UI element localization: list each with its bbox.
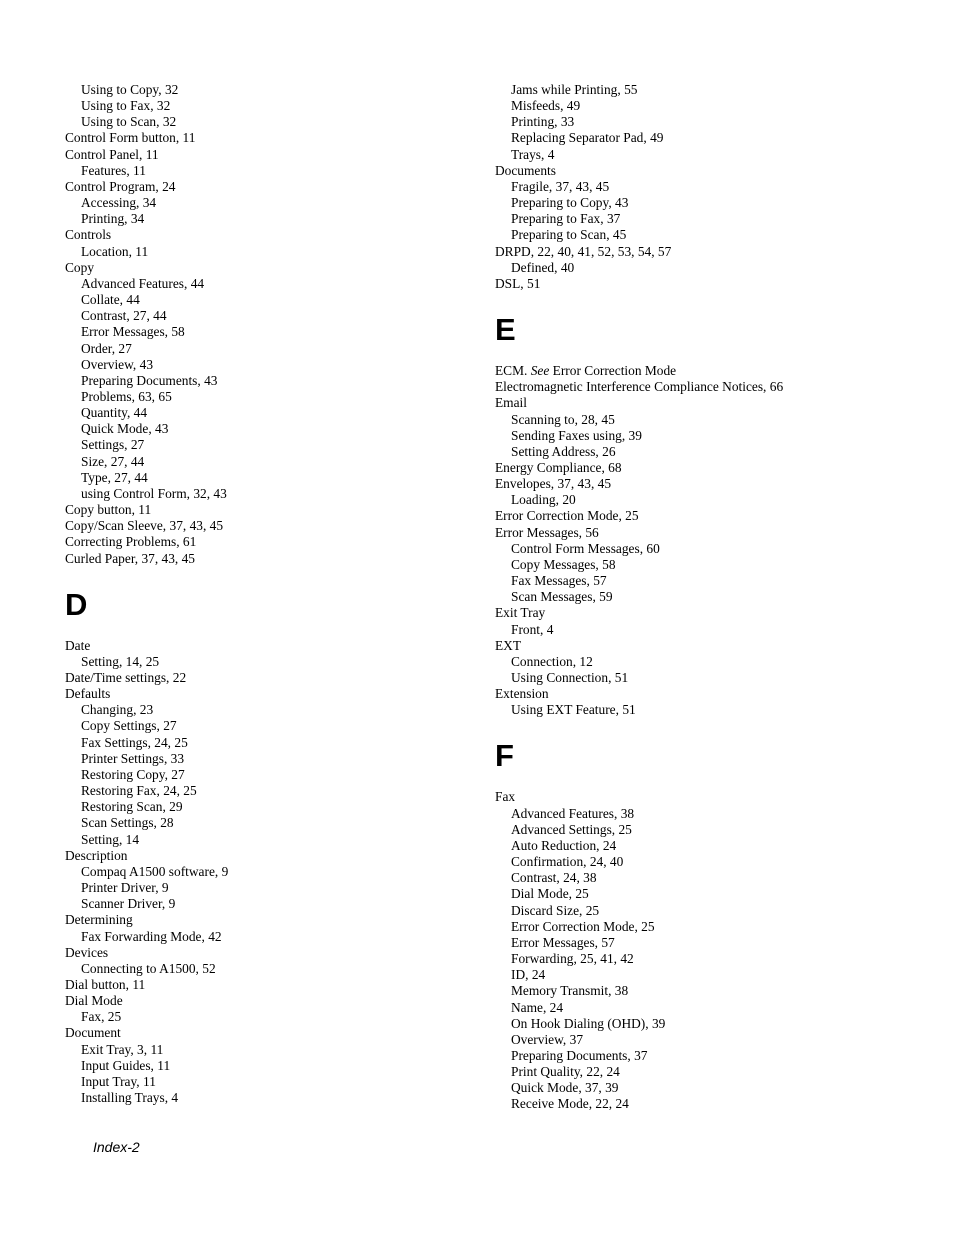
index-entry: Document (65, 1025, 121, 1041)
index-entry: Exit Tray (495, 605, 546, 621)
index-entry: Envelopes, 37, 43, 45 (495, 476, 612, 492)
see-reference: See (530, 363, 550, 379)
index-subentry: Installing Trays, 4 (81, 1090, 179, 1106)
index-entry: Controls (65, 227, 112, 243)
index-subentry: Overview, 43 (81, 356, 154, 372)
index-subentry: Auto Reduction, 24 (511, 837, 617, 853)
index-subentry: Jams while Printing, 55 (511, 82, 638, 97)
index-entry: Error Messages, 56 (495, 524, 599, 540)
index-subentry: Input Guides, 11 (81, 1057, 171, 1073)
index-entry: Energy Compliance, 68 (495, 459, 622, 475)
index-subentry: Preparing Documents, 43 (81, 372, 218, 388)
index-entry (495, 363, 935, 379)
index-subentry: Quick Mode, 37, 39 (511, 1080, 619, 1096)
index-entry: Date/Time settings, 22 (65, 670, 187, 685)
index-subentry: Fax Messages, 57 (511, 573, 607, 589)
index-entry: DSL, 51 (495, 275, 541, 291)
index-subentry: Printer Settings, 33 (81, 750, 185, 766)
index-column-right (495, 82, 935, 1113)
index-subentry: Printer Driver, 9 (81, 880, 169, 896)
index-subentry: Setting, 14 (81, 831, 140, 847)
index-subentry: Setting, 14, 25 (81, 653, 160, 669)
index-subentry: Exit Tray, 3, 11 (81, 1041, 164, 1057)
index-subentry: Front, 4 (511, 621, 554, 637)
index-subentry: Advanced Settings, 25 (511, 821, 632, 837)
index-subentry: Accessing, 34 (81, 195, 157, 211)
index-subentry: Loading, 20 (511, 492, 576, 508)
index-subentry: Input Tray, 11 (81, 1073, 156, 1089)
index-subentry: Using to Scan, 32 (81, 114, 177, 130)
index-entry: Determining (65, 912, 133, 928)
index-entry: Electromagnetic Interference Compliance Notices, 66 (495, 379, 784, 395)
section-letter-heading: E (495, 312, 516, 348)
index-subentry: Memory Transmit, 38 (511, 983, 629, 999)
index-subentry: Fragile, 37, 43, 45 (511, 178, 610, 194)
index-subentry: On Hook Dialing (OHD), 39 (511, 1015, 666, 1031)
index-subentry: Compaq A1500 software, 9 (81, 863, 229, 879)
index-subentry: Scanning to, 28, 45 (511, 411, 615, 427)
index-subentry: Control Form Messages, 60 (511, 540, 660, 556)
index-subentry: Trays, 4 (511, 146, 555, 162)
index-subentry: Collate, 44 (81, 292, 140, 308)
page-footer-label: Index-2 (93, 1139, 140, 1155)
index-subentry: Settings, 27 (81, 437, 145, 453)
index-entry: Devices (65, 944, 109, 960)
index-entry: Copy button, 11 (65, 502, 152, 518)
index-entry: Defaults (65, 686, 111, 702)
index-subentry: Connecting to A1500, 52 (81, 960, 216, 976)
index-entry: Fax (495, 789, 516, 805)
index-subentry: Advanced Features, 38 (511, 805, 635, 821)
section-letter-heading: F (495, 738, 514, 774)
index-subentry: Confirmation, 24, 40 (511, 854, 624, 870)
index-subentry: Dial Mode, 25 (511, 886, 589, 902)
index-subentry: Restoring Copy, 27 (81, 766, 185, 782)
index-column-left (65, 82, 485, 1106)
index-subentry: Discard Size, 25 (511, 902, 600, 918)
index-subentry: Printing, 33 (511, 114, 575, 130)
index-subentry: Forwarding, 25, 41, 42 (511, 951, 634, 967)
index-subentry: Using Connection, 51 (511, 670, 629, 685)
index-entry: Control Panel, 11 (65, 146, 159, 162)
index-subentry: Quantity, 44 (81, 405, 148, 421)
index-subentry: Misfeeds, 49 (511, 98, 581, 114)
index-subentry: Scan Settings, 28 (81, 815, 174, 831)
index-entry: Error Correction Mode, 25 (495, 508, 639, 524)
index-subentry: Contrast, 24, 38 (511, 870, 597, 886)
index-subentry: Using to Fax, 32 (81, 98, 171, 114)
index-subentry: Using to Copy, 32 (81, 82, 179, 97)
index-entry: Description (65, 847, 128, 863)
index-subentry: Problems, 63, 65 (81, 388, 172, 404)
index-subentry: Replacing Separator Pad, 49 (511, 130, 664, 146)
index-subentry: Setting Address, 26 (511, 443, 616, 459)
index-subentry: Order, 27 (81, 340, 132, 356)
index-subentry: Error Correction Mode, 25 (511, 918, 655, 934)
index-subentry: Copy Messages, 58 (511, 556, 616, 572)
index-subentry: Defined, 40 (511, 259, 575, 275)
index-subentry: Preparing to Fax, 37 (511, 211, 621, 227)
index-entry: Email (495, 395, 527, 411)
index-entry: Copy/Scan Sleeve, 37, 43, 45 (65, 518, 224, 534)
index-subentry: Error Messages, 57 (511, 934, 615, 950)
index-subentry: Quick Mode, 43 (81, 421, 169, 437)
index-subentry: Size, 27, 44 (81, 453, 145, 469)
index-entry: Curled Paper, 37, 43, 45 (65, 550, 196, 566)
index-entry: Dial button, 11 (65, 976, 146, 992)
index-subentry: Preparing to Copy, 43 (511, 195, 629, 211)
index-subentry: Fax Forwarding Mode, 42 (81, 928, 222, 944)
index-subentry: Sending Faxes using, 39 (511, 427, 642, 443)
index-subentry: Overview, 37 (511, 1031, 584, 1047)
index-entry: Date (65, 637, 91, 653)
index-subentry: Location, 11 (81, 243, 149, 259)
index-entry: Control Form button, 11 (65, 130, 196, 146)
index-subentry: Features, 11 (81, 162, 146, 178)
index-entry: Documents (495, 162, 556, 178)
entry-text: Error Correction Mode (549, 363, 677, 379)
index-subentry: Preparing Documents, 37 (511, 1047, 648, 1063)
index-subentry: Scanner Driver, 9 (81, 896, 176, 912)
index-subentry: Restoring Scan, 29 (81, 799, 183, 815)
index-subentry: Changing, 23 (81, 702, 154, 718)
index-subentry: Name, 24 (511, 999, 564, 1015)
index-subentry: Fax, 25 (81, 1009, 122, 1025)
index-entry: Extension (495, 686, 549, 702)
index-subentry: using Control Form, 32, 43 (81, 485, 227, 501)
section-letter-heading: D (65, 586, 88, 622)
index-entry: Dial Mode (65, 993, 123, 1009)
index-subentry: Copy Settings, 27 (81, 718, 177, 734)
index-subentry: Using EXT Feature, 51 (511, 702, 636, 718)
index-entry: Copy (65, 259, 95, 275)
index-subentry: Contrast, 27, 44 (81, 308, 167, 324)
index-subentry: Printing, 34 (81, 211, 145, 227)
index-subentry: Error Messages, 58 (81, 324, 185, 340)
index-subentry: Preparing to Scan, 45 (511, 227, 627, 243)
index-subentry: Receive Mode, 22, 24 (511, 1096, 629, 1112)
index-entry: EXT (495, 637, 522, 653)
index-entry: DRPD, 22, 40, 41, 52, 53, 54, 57 (495, 243, 672, 259)
index-subentry: Fax Settings, 24, 25 (81, 734, 188, 750)
index-entry: Correcting Problems, 61 (65, 534, 197, 550)
index-subentry: Advanced Features, 44 (81, 275, 205, 291)
index-subentry: Connection, 12 (511, 653, 593, 669)
index-subentry: Print Quality, 22, 24 (511, 1064, 620, 1080)
index-subentry: ID, 24 (511, 967, 546, 983)
entry-text: ECM. (495, 363, 531, 379)
index-subentry: Scan Messages, 59 (511, 589, 613, 605)
index-subentry: Type, 27, 44 (81, 469, 148, 485)
index-entry: Control Program, 24 (65, 178, 176, 194)
index-subentry: Restoring Fax, 24, 25 (81, 783, 197, 799)
